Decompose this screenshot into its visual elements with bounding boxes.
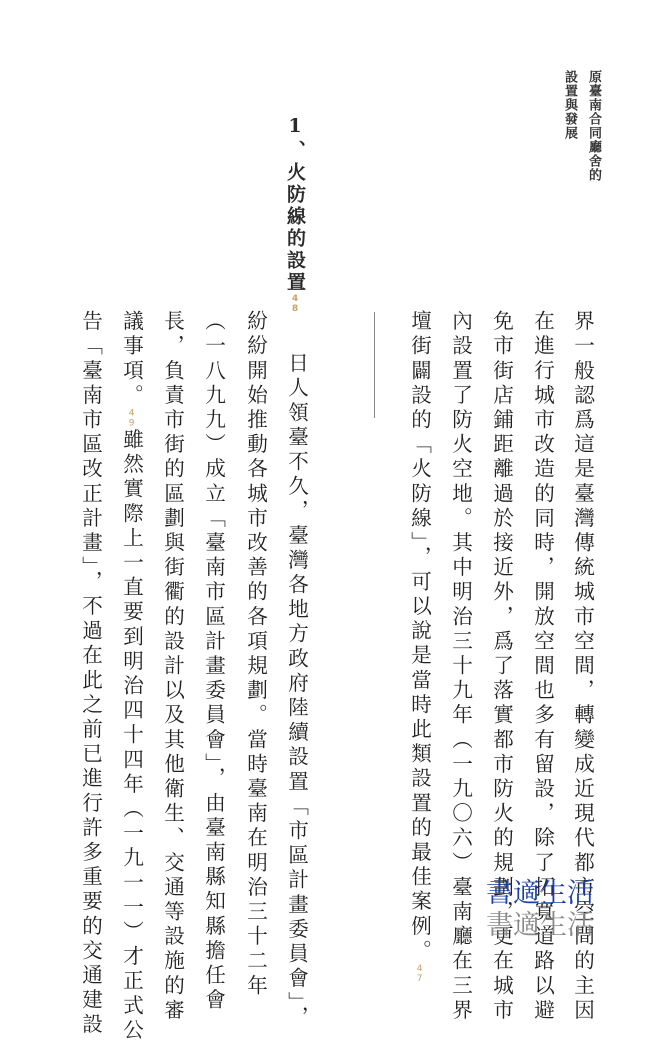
body-column-10-text-a: 議事項。 bbox=[119, 310, 144, 409]
watermark-text-blue: 書適生活 bbox=[486, 878, 594, 909]
body-column-10-text-b: 雖然實際上一直要到明治四十四年（一九一一）才正式公 bbox=[119, 428, 144, 1043]
body-column-5 bbox=[409, 310, 430, 984]
body-column-6: 日人領臺不久，臺灣各地方政府陸續設置「市區計畫委員會」， bbox=[284, 352, 309, 1031]
section-heading bbox=[285, 115, 304, 314]
body-column-8: （一八九九）成立「臺南市區計畫委員會」，由臺南縣知縣擔任會 bbox=[201, 310, 226, 1014]
body-column-9: 長，負責市街的區劃與街衢的設計以及其他衛生、交通等設施的審 bbox=[160, 310, 185, 1024]
body-column-1: 界一般認爲這是臺灣傳統城市空間，轉變成近現代都市空間的主因 bbox=[570, 310, 595, 1024]
body-column-11: 告「臺南市區改正計畫」，不過在此之前已進行許多重要的交通建設 bbox=[78, 310, 103, 1038]
body-column-2: 在進行城市改造的同時，開放空間也多有留設，除了拓寬道路以避 bbox=[530, 310, 555, 1024]
body-column-3: 免市街店鋪距離過於接近外，爲了落實都市防火的規劃，更在城市 bbox=[489, 310, 514, 1024]
body-column-4: 內設置了防火空地。其中明治三十九年（一九〇六）臺南廳在三界 bbox=[448, 310, 473, 1024]
footnote-marker: 47 bbox=[414, 963, 425, 984]
running-head-line2: 設置與發展 bbox=[562, 70, 577, 140]
section-heading-text: 1、火防線的設置 bbox=[284, 115, 306, 294]
footnote-marker: 48 bbox=[290, 294, 300, 314]
running-head-line1: 原臺南合同廳舍的 bbox=[586, 70, 601, 182]
footnote-marker: 49 bbox=[126, 408, 137, 429]
divider-line bbox=[374, 312, 375, 418]
body-column-10 bbox=[121, 310, 142, 1043]
body-column-7: 紛紛開始推動各城市改善的各項規劃。當時臺南在明治三十二年 bbox=[243, 310, 268, 999]
watermark-text-gray: 書適生活 bbox=[486, 910, 594, 941]
body-column-5-text: 壇街闢設的「火防線」，可以說是當時此類設置的最佳案例。 bbox=[407, 310, 432, 964]
